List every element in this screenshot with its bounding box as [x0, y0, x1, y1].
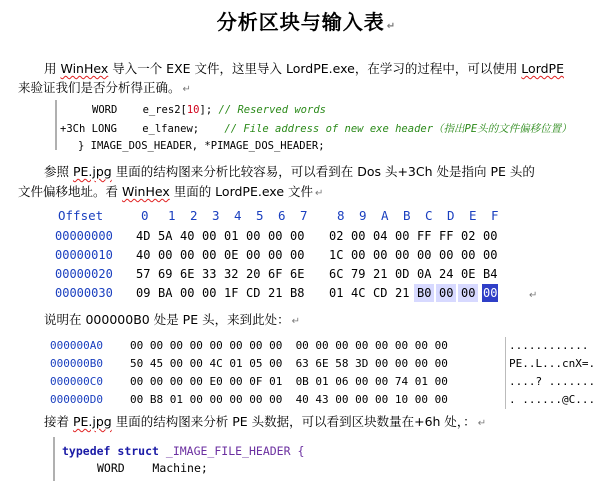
hex-col-header: 8 — [337, 208, 345, 223]
hex-byte[interactable]: 00 — [158, 248, 173, 262]
hex-byte[interactable]: 00 — [461, 248, 476, 262]
hex-col-header: 5 — [256, 208, 264, 223]
hex-byte[interactable]: 21 — [373, 267, 388, 281]
hex-byte[interactable]: 1F — [224, 286, 239, 300]
hex-byte[interactable]: 00 — [351, 248, 366, 262]
hex-byte[interactable]: CD — [373, 286, 388, 300]
para3: 说明在 000000B0 处是 PE 头，来到此处： ↵ — [44, 312, 300, 327]
hex-byte[interactable]: 0E — [461, 267, 476, 281]
hex-byte[interactable]: 20 — [246, 267, 261, 281]
hex-row-bytes[interactable]: 00 00 00 00 E0 00 0F 01 0B 01 06 00 00 74 01 00 — [130, 375, 448, 388]
hex-col-header: 7 — [300, 208, 308, 223]
hex-row-bytes[interactable]: 50 45 00 00 4C 01 05 00 63 6E 58 3D 00 00 00 00 — [130, 357, 448, 370]
hex-byte[interactable]: 00 — [246, 248, 261, 262]
hex-byte[interactable]: 5A — [158, 229, 173, 243]
code-line-typedef: typedef struct _IMAGE_FILE_HEADER { — [62, 444, 305, 458]
hex-byte[interactable]: 00 — [483, 286, 498, 300]
hex-byte[interactable]: 00 — [395, 229, 410, 243]
hex-row-address: 00000000 — [55, 229, 113, 243]
hex-col-header: F — [491, 208, 499, 223]
paragraph-mark-icon: ↵ — [314, 188, 324, 199]
hex-row-bytes[interactable]: 00 B8 01 00 00 00 00 00 40 43 00 00 00 10 00 00 — [130, 393, 448, 406]
hex-byte[interactable]: 00 — [268, 229, 283, 243]
hex-row-bytes[interactable]: 00 00 00 00 00 00 00 00 00 00 00 00 00 00 00 00 — [130, 339, 448, 352]
hex-byte[interactable]: B8 — [290, 286, 305, 300]
hex-row-address: 000000A0 — [50, 339, 103, 352]
hex-byte[interactable]: 00 — [180, 286, 195, 300]
hex-row-address: 000000C0 — [50, 375, 103, 388]
hex-byte[interactable]: 40 — [136, 248, 151, 262]
paragraph-mark-icon: ↵ — [477, 418, 487, 429]
hex-byte[interactable]: 02 — [329, 229, 344, 243]
hex-byte[interactable]: 01 — [329, 286, 344, 300]
hex-byte[interactable]: 00 — [458, 284, 478, 302]
hex-byte[interactable]: FF — [417, 229, 432, 243]
hex-col-header: D — [447, 208, 455, 223]
hex-byte[interactable]: CD — [246, 286, 261, 300]
hex-byte[interactable]: 00 — [268, 248, 283, 262]
hex-byte[interactable]: 24 — [439, 267, 454, 281]
code-line-e-lfanew: +3Ch LONG e_lfanew; // File address of new exe header（指出PE头的文件偏移位置） — [60, 123, 572, 135]
hex-col-header: 2 — [190, 208, 198, 223]
hex-byte[interactable]: 02 — [461, 229, 476, 243]
hex-col-header: 6 — [278, 208, 286, 223]
paragraph-mark-icon: ↵ — [291, 316, 300, 327]
hex-byte[interactable]: 00 — [290, 229, 305, 243]
hex-byte[interactable]: 00 — [202, 229, 217, 243]
hex-byte[interactable]: 1C — [329, 248, 344, 262]
hex-byte[interactable]: 6E — [290, 267, 305, 281]
hex-col-header: 3 — [212, 208, 220, 223]
hex-col-header: 4 — [234, 208, 242, 223]
hex-row-ascii: ............ — [505, 337, 588, 355]
hex-byte[interactable]: 00 — [436, 284, 456, 302]
hex-offset-header: Offset — [58, 208, 104, 223]
hex-col-header: C — [425, 208, 433, 223]
hex-col-header: 0 — [141, 208, 149, 223]
hex-row-address: 00000010 — [55, 248, 113, 262]
code-line-e-res2: WORD e_res2[10]; // Reserved words — [92, 104, 326, 116]
hex-col-header: A — [381, 208, 389, 223]
hex-row-address: 00000020 — [55, 267, 113, 281]
para1-line1: 用 WinHex 导入一个 EXE 文件，这里导入 LordPE.exe，在学习的过程中，可以使用 LordPE — [44, 61, 564, 76]
hex-byte[interactable]: FF — [439, 229, 454, 243]
paragraph-mark-icon: ↵ — [386, 21, 397, 32]
hex-byte[interactable]: 00 — [290, 248, 305, 262]
hex-row-address: 000000D0 — [50, 393, 103, 406]
hex-row-ascii: PE..L...cnX=. — [505, 355, 595, 373]
hex-byte[interactable]: 79 — [351, 267, 366, 281]
hex-byte[interactable]: 6C — [329, 267, 344, 281]
hex-row-address: 00000030 — [55, 286, 113, 300]
hex-byte[interactable]: 00 — [483, 248, 498, 262]
hex-byte[interactable]: 00 — [246, 229, 261, 243]
hex-byte[interactable]: 0A — [417, 267, 432, 281]
hex-byte[interactable]: 00 — [395, 248, 410, 262]
para2-line1: 参照 PE.jpg 里面的结构图来分析比较容易，可以看到在 Dos 头+3Ch 处是指向 PE 头的 — [44, 164, 535, 179]
hex-byte[interactable]: 00 — [180, 248, 195, 262]
hex-byte[interactable]: 57 — [136, 267, 151, 281]
hex-byte[interactable]: 00 — [373, 248, 388, 262]
hex-byte[interactable]: 00 — [202, 286, 217, 300]
hex-byte[interactable]: 00 — [483, 229, 498, 243]
hex-byte[interactable]: 04 — [373, 229, 388, 243]
hex-byte[interactable]: 33 — [202, 267, 217, 281]
hex-byte[interactable]: 21 — [268, 286, 283, 300]
hex-byte[interactable]: 32 — [224, 267, 239, 281]
hex-byte[interactable]: 0D — [395, 267, 410, 281]
hex-byte[interactable]: 21 — [395, 286, 410, 300]
page-title: 分析区块与输入表 ↵ — [216, 10, 397, 34]
hex-row-address: 000000B0 — [50, 357, 103, 370]
hex-byte[interactable]: BA — [158, 286, 173, 300]
hex-col-header: B — [403, 208, 411, 223]
hex-byte[interactable]: 00 — [202, 248, 217, 262]
paragraph-mark-icon: ↵ — [182, 84, 191, 95]
code-line-struct-end: } IMAGE_DOS_HEADER, *PIMAGE_DOS_HEADER; — [78, 140, 325, 152]
hex-byte[interactable]: 00 — [417, 248, 432, 262]
hex-col-header: 1 — [168, 208, 176, 223]
hex-byte[interactable]: B4 — [483, 267, 498, 281]
hex-byte[interactable]: 00 — [351, 229, 366, 243]
para4: 接着 PE.jpg 里面的结构图来分析 PE 头数据，可以看到区块数量在+6h 处，： ↵ — [44, 414, 487, 429]
hex-byte[interactable]: 00 — [439, 248, 454, 262]
hex-col-header: 9 — [359, 208, 367, 223]
hex-byte[interactable]: 40 — [180, 229, 195, 243]
para1-line2: 来验证我们是否分析得正确。 ↵ — [18, 80, 191, 95]
code-line-machine: WORD Machine; — [97, 461, 208, 475]
paragraph-mark-icon: ↵ — [529, 290, 538, 301]
hex-col-header: E — [469, 208, 477, 223]
hex-byte[interactable]: 0E — [224, 248, 239, 262]
hex-byte[interactable]: 6E — [180, 267, 195, 281]
hex-byte[interactable]: 01 — [224, 229, 239, 243]
para2-line2: 文件偏移地址。看 WinHex 里面的 LordPE.exe 文件 ↵ — [18, 184, 324, 199]
hex-row-ascii: ....? ....... — [505, 373, 595, 391]
hex-byte[interactable]: 4C — [351, 286, 366, 300]
hex-row-ascii: . ......@C... — [505, 391, 595, 409]
hex-byte[interactable]: 6F — [268, 267, 283, 281]
hex-byte[interactable]: 4D — [136, 229, 151, 243]
hex-byte[interactable]: 09 — [136, 286, 151, 300]
hex-byte[interactable]: B0 — [414, 284, 434, 302]
hex-byte[interactable]: 69 — [158, 267, 173, 281]
